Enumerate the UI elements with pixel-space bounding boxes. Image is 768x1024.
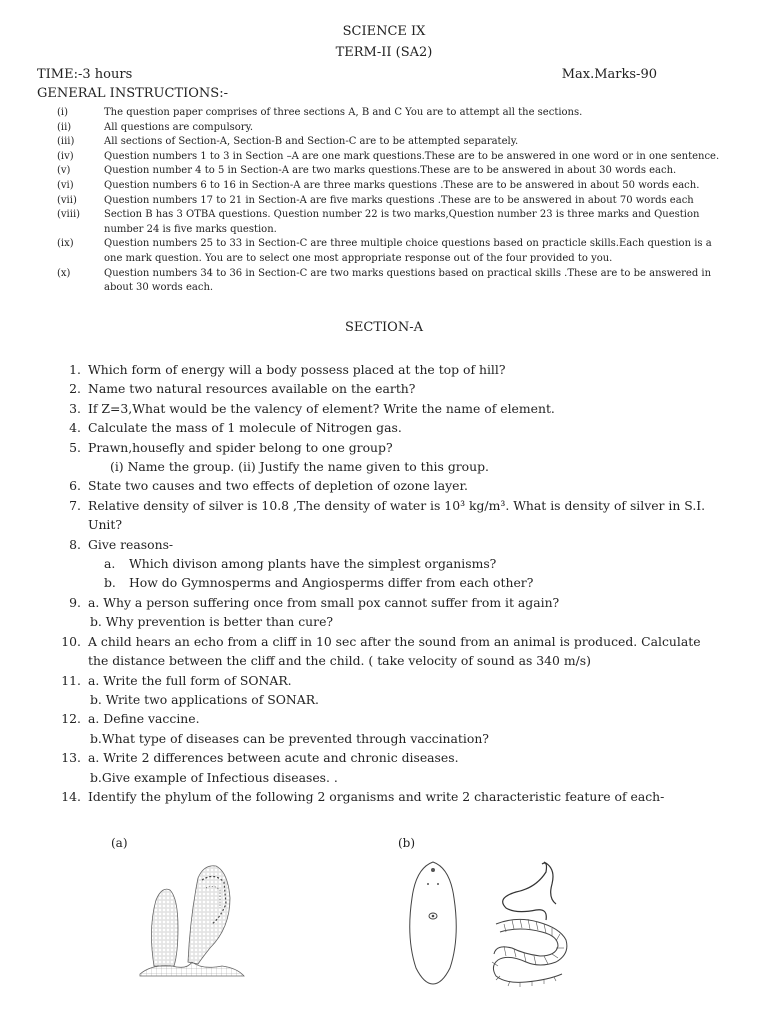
- question-list: [0, 360, 768, 806]
- instruction-text: Question numbers 25 to 33 in Section-C are three multiple choice questions based on practicle skills.Each question is a one mark question. You are to select one most appropriate response out of the four provided to you.: [104, 238, 712, 264]
- instruction-number: (iii): [57, 136, 75, 148]
- question-13-part-b: b.Give example of Infectious diseases. .: [90, 769, 338, 785]
- instruction-item: [57, 179, 722, 194]
- question-text: a. Define vaccine.: [88, 711, 200, 727]
- question-text: Prawn,housefly and spider belong to one group?: [88, 439, 393, 455]
- question-number: 10.: [61, 633, 81, 649]
- instruction-item: [57, 135, 722, 150]
- question-number: 7.: [69, 497, 81, 513]
- question-9: [0, 593, 768, 612]
- instruction-text: Question numbers 6 to 16 in Section-A are three marks questions .These are to be answered in about 50 words each.: [104, 179, 700, 191]
- question-text: Relative density of silver is 10.8 ,The density of water is 10³ kg/m³. What is density of silver in S.I. Unit?: [88, 497, 706, 533]
- question-2: [0, 379, 768, 398]
- figure-b-label: (b): [398, 836, 416, 850]
- question-text: Give reasons-: [88, 536, 174, 552]
- time-label: TIME:-3 hours: [37, 67, 133, 82]
- question-8-part-b: [0, 573, 768, 592]
- figure-a-label: (a): [111, 836, 128, 850]
- instruction-item: [57, 121, 722, 136]
- organism-a-illustration: [132, 858, 252, 983]
- question-6: [0, 476, 768, 495]
- question-12: [0, 709, 768, 728]
- instruction-number: (v): [57, 165, 71, 177]
- question-10: [0, 632, 768, 671]
- instruction-item: [57, 208, 722, 237]
- question-number: 5.: [69, 439, 81, 455]
- question-7: [0, 496, 768, 535]
- section-a-heading: SECTION-A: [345, 320, 423, 335]
- question-3: [0, 399, 768, 418]
- instruction-item: [57, 106, 722, 121]
- question-text: a. Why a person suffering once from small pox cannot suffer from it again?: [88, 594, 560, 610]
- question-number: 2.: [69, 381, 81, 397]
- time-marks-row: [37, 67, 657, 82]
- question-text: a. Write 2 differences between acute and chronic diseases.: [88, 750, 459, 766]
- question-number: 8.: [69, 536, 81, 552]
- instruction-number: (iv): [57, 150, 74, 162]
- instruction-number: (vii): [57, 194, 77, 206]
- question-number: 9.: [69, 594, 81, 610]
- instruction-number: (x): [57, 267, 71, 279]
- question-text: If Z=3,What would be the valency of element? Write the name of element.: [88, 400, 555, 416]
- question-number: 14.: [61, 788, 81, 804]
- instruction-number: (ix): [57, 238, 74, 250]
- instruction-number: (ii): [57, 121, 72, 133]
- question-1: [0, 360, 768, 379]
- instruction-text: Section B has 3 OTBA questions. Question number 22 is two marks,Question number 23 is three marks and Question number 24 is five marks question.: [104, 209, 700, 235]
- instruction-item: [57, 164, 722, 179]
- subpart-text: How do Gymnosperms and Angiosperms differ from each other?: [129, 575, 534, 591]
- subpart-text: Which divison among plants have the simplest organisms?: [129, 556, 497, 572]
- instruction-text: All questions are compulsory.: [104, 121, 254, 133]
- instruction-number: (viii): [57, 209, 81, 221]
- instruction-item: [57, 237, 722, 266]
- question-5: [0, 438, 768, 457]
- question-number: 4.: [69, 420, 81, 436]
- question-number: 3.: [69, 400, 81, 416]
- organism-b-flatworm-illustration: [398, 858, 468, 988]
- instruction-item: [57, 194, 722, 209]
- question-text: Which form of energy will a body possess placed at the top of hill?: [88, 362, 506, 377]
- subpart-label: a.: [104, 556, 116, 572]
- instruction-number: (vi): [57, 179, 74, 191]
- instruction-text: The question paper comprises of three sections A, B and C You are to attempt all the sections.: [104, 107, 583, 118]
- question-text: Identify the phylum of the following 2 organisms and write 2 characteristic feature of each-: [88, 788, 665, 804]
- question-8-part-a: [0, 554, 768, 573]
- max-marks-label: Max.Marks-90: [561, 67, 657, 82]
- question-text: a. Write the full form of SONAR.: [88, 672, 292, 688]
- question-text: A child hears an echo from a cliff in 10 sec after the sound from an animal is produced. Calculate the distance between the cliff and the child. ( take velocity of sound as 340 m/s): [88, 633, 701, 669]
- instruction-text: Question number 4 to 5 in Section-A are two marks questions.These are to be answered in about 30 words each.: [104, 165, 677, 177]
- question-number: 1.: [69, 362, 81, 377]
- question-14: [0, 787, 768, 806]
- instruction-item: [57, 150, 722, 165]
- instruction-text: Question numbers 17 to 21 in Section-A are five marks questions .These are to be answered in about 70 words each: [104, 194, 694, 206]
- instruction-item: [57, 267, 722, 296]
- subpart-label: b.: [104, 575, 116, 591]
- question-text: Calculate the mass of 1 molecule of Nitrogen gas.: [88, 420, 402, 436]
- question-number: 11.: [61, 672, 81, 688]
- question-11-part-b: b. Write two applications of SONAR.: [90, 691, 319, 707]
- question-text: State two causes and two effects of depletion of ozone layer.: [88, 478, 468, 494]
- question-5-subparts: (i) Name the group. (ii) Justify the name given to this group.: [110, 459, 489, 475]
- instruction-text: All sections of Section-A, Section-B and Section-C are to be attempted separately.: [104, 136, 519, 148]
- question-number: 13.: [61, 750, 81, 766]
- organism-b-coiled-worm-illustration: [486, 858, 576, 988]
- instruction-number: (i): [57, 107, 69, 118]
- question-8: [0, 535, 768, 554]
- question-4: [0, 418, 768, 437]
- instruction-text: Question numbers 1 to 3 in Section –A are one mark questions.These are to be answered in one word or in one sentence.: [104, 150, 720, 162]
- instruction-text: Question numbers 34 to 36 in Section-C are two marks questions based on practical skills .These are to be answered in about 30 words each.: [104, 267, 712, 294]
- exam-title: SCIENCE IX: [342, 24, 426, 39]
- question-13: [0, 748, 768, 767]
- question-9-part-b: b. Why prevention is better than cure?: [90, 614, 334, 630]
- question-number: 6.: [69, 478, 81, 494]
- question-text: Name two natural resources available on the earth?: [88, 381, 416, 397]
- general-instructions-heading: GENERAL INSTRUCTIONS:-: [37, 86, 228, 101]
- question-number: 12.: [61, 711, 81, 727]
- question-11: [0, 671, 768, 690]
- instructions-list: [57, 106, 722, 296]
- exam-term: TERM-II (SA2): [335, 45, 433, 60]
- question-12-part-b: b.What type of diseases can be prevented through vaccination?: [90, 730, 489, 746]
